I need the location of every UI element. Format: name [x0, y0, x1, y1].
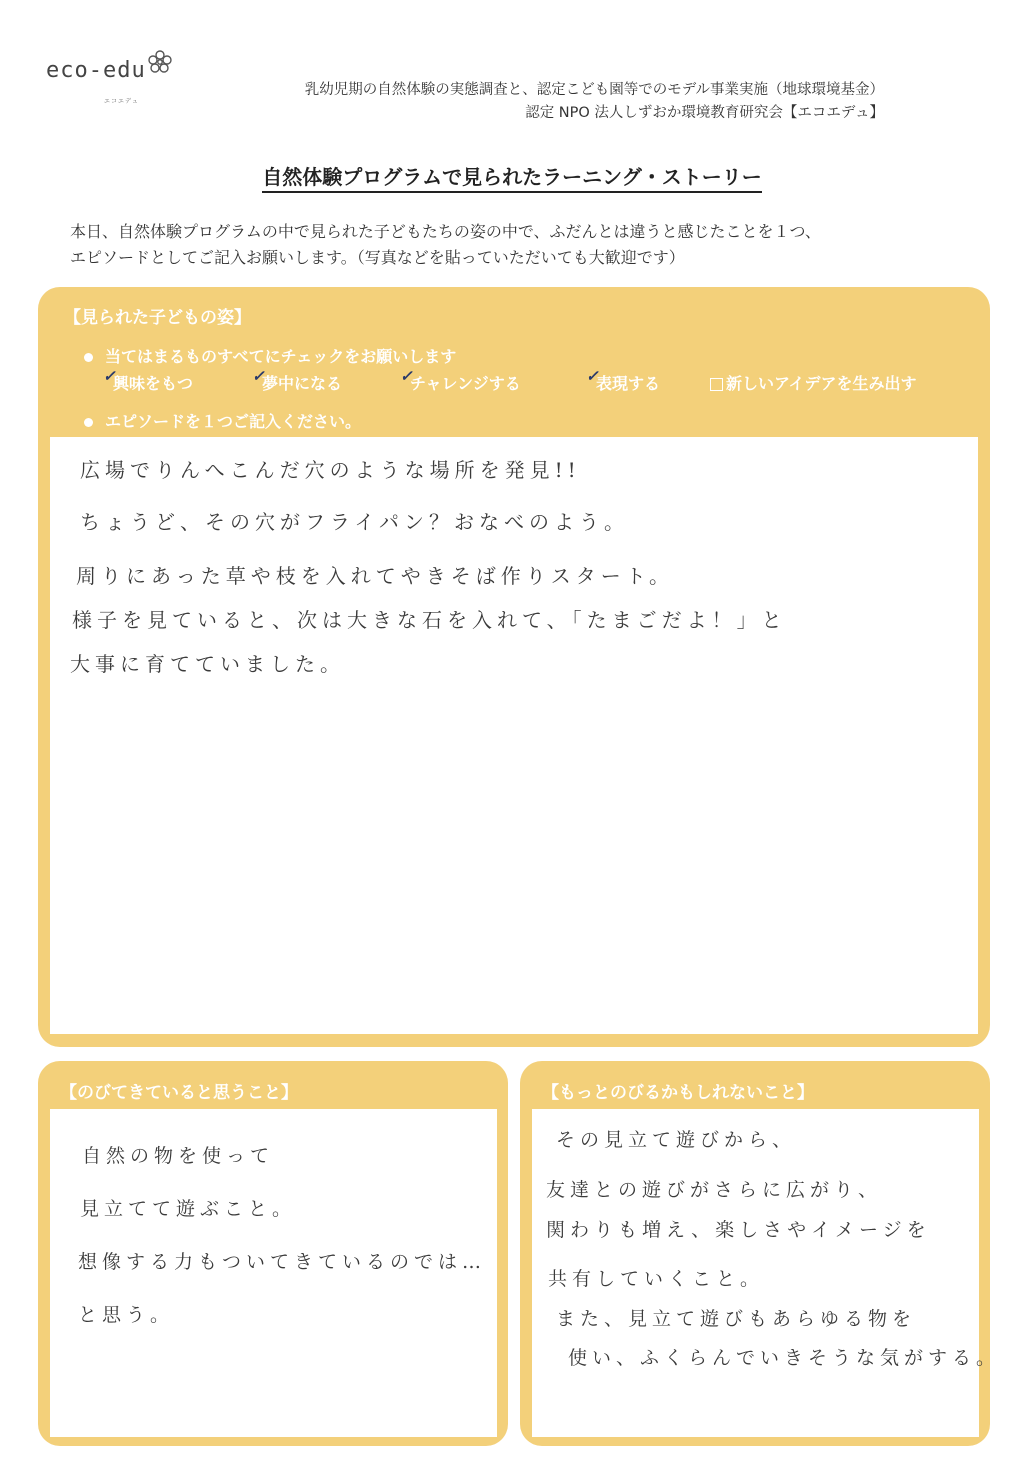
check-mark-icon: ✓: [103, 367, 116, 385]
episode-line: ちょうど、その穴がフライパン？おなべのよう。: [80, 510, 629, 534]
potential-panel: [520, 1061, 990, 1446]
episode-instruction: [84, 409, 361, 432]
option-express[interactable]: [586, 367, 661, 394]
growing-line: 自然の物を使って: [82, 1145, 275, 1167]
potential-line: また、見立て遊びもあらゆる物を: [556, 1308, 917, 1330]
option-new-idea[interactable]: [710, 371, 917, 394]
option-label: 新しいアイデアを生み出す: [726, 374, 917, 393]
option-label: 夢中になる: [262, 374, 343, 393]
intro-line-1: 本日、自然体験プログラムの中で見られた子どもたちの姿の中で、ふだんとは違うと感じたことを１つ、: [70, 222, 821, 241]
logo-text: eco-edu: [46, 58, 146, 83]
episode-line: 大事に育てていました。: [70, 652, 345, 676]
growing-line: 見立てて遊ぶこと。: [80, 1198, 297, 1220]
potential-line: その見立て遊びから、: [556, 1129, 797, 1151]
potential-panel-label: 【もっとのびるかもしれないこと】: [542, 1083, 814, 1103]
flower-icon: [146, 48, 174, 76]
check-mark-icon: ✓: [400, 367, 413, 385]
episode-line: 周りにあった草や枝を入れてやきそば作りスタート。: [76, 564, 674, 588]
eco-edu-logo: [44, 48, 184, 105]
page-title-text: 自然体験プログラムで見られたラーニング・ストーリー: [262, 165, 761, 193]
episode-instruction-text: エピソードを１つご記入ください。: [105, 412, 362, 431]
episode-line: 広場でりんへこんだ穴のような場所を発見!!: [80, 458, 581, 482]
growing-line: 想像する力もついてきているのでは…: [78, 1251, 487, 1273]
growing-line: と思う。: [78, 1304, 175, 1326]
header-org-line: 認定 NPO 法人しずおか環境教育研究会【エコエデュ】: [525, 105, 884, 121]
bullet-dot: [84, 418, 93, 427]
check-mark-icon: ✓: [252, 367, 265, 385]
check-mark-icon: ✓: [586, 367, 599, 385]
intro-line-2: エピソードとしてご記入お願いします。（写真などを貼っていただいても大歓迎です）: [70, 248, 685, 267]
potential-line: 共有していくこと。: [548, 1268, 765, 1290]
check-instruction: [84, 344, 456, 367]
option-label: 表現する: [596, 374, 661, 393]
logo-kana: エコエデュ: [104, 98, 139, 105]
page-title: [0, 161, 1024, 190]
observed-panel-label: 【見られた子どもの姿】: [64, 308, 251, 328]
potential-line: 関わりも増え、楽しさやイメージを: [546, 1219, 931, 1241]
option-label: 興味をもつ: [113, 374, 194, 393]
potential-line: 使い、ふくらんでいきそうな気がする。: [568, 1347, 1001, 1369]
header-project-line: 乳幼児期の自然体験の実態調査と、認定こども園等でのモデル事業実施（地球環境基金）: [304, 82, 884, 98]
option-challenge[interactable]: [400, 367, 521, 394]
growing-panel-label: 【のびてきていると思うこと】: [60, 1083, 298, 1103]
option-interest[interactable]: [103, 367, 194, 394]
check-instruction-text: 当てはまるものすべてにチェックをお願いします: [105, 347, 457, 366]
checkbox-empty: [710, 378, 723, 391]
option-absorbed[interactable]: [252, 367, 343, 394]
episode-line: 様子を見ていると、次は大きな石を入れて、「たまごだよ！」と: [72, 608, 787, 632]
bullet-dot: [84, 353, 93, 362]
option-label: チャレンジする: [410, 374, 521, 393]
potential-line: 友達との遊びがさらに広がり、: [546, 1179, 883, 1201]
